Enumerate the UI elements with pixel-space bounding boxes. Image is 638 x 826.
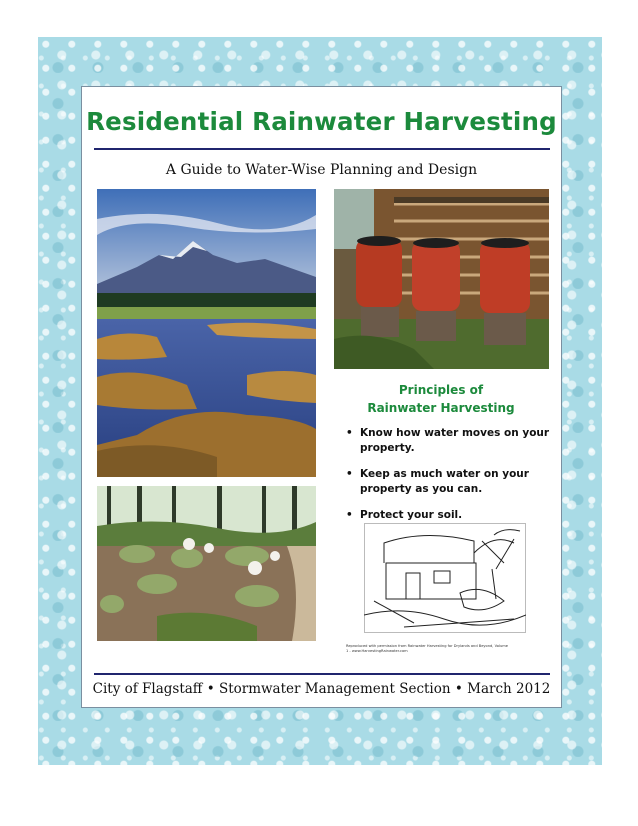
image-credit-line1: Reproduced with permission from Rainwater Harvesting for Drylands and Beyond, Volume — [346, 644, 508, 648]
list-item: • Keep as much water on your property as you can. — [344, 467, 552, 497]
page-title: Residential Rainwater Harvesting — [86, 107, 557, 136]
page-subtitle: A Guide to Water-Wise Planning and Design — [165, 162, 478, 178]
cover-page — [81, 86, 562, 708]
principles-list — [344, 426, 552, 534]
mountain-lake-photo — [97, 189, 316, 477]
xeriscape-garden-photo — [97, 486, 316, 641]
principles-heading-line2: Rainwater Harvesting — [367, 401, 515, 415]
page-footer: City of Flagstaff • Stormwater Management Section • March 2012 — [92, 681, 551, 697]
footer-divider — [94, 673, 550, 675]
list-item: • Protect your soil. — [344, 508, 552, 523]
principles-heading — [340, 381, 542, 417]
title-divider — [94, 148, 550, 150]
image-credit — [346, 644, 551, 654]
rain-barrels-photo — [334, 189, 549, 369]
principles-heading-line1: Principles of — [398, 383, 484, 397]
rainwater-sketch-illustration — [364, 523, 526, 633]
image-credit-line2: 1 - www.HarvestingRainwater.com — [346, 649, 408, 653]
list-item: • Know how water moves on your property. — [344, 426, 552, 456]
